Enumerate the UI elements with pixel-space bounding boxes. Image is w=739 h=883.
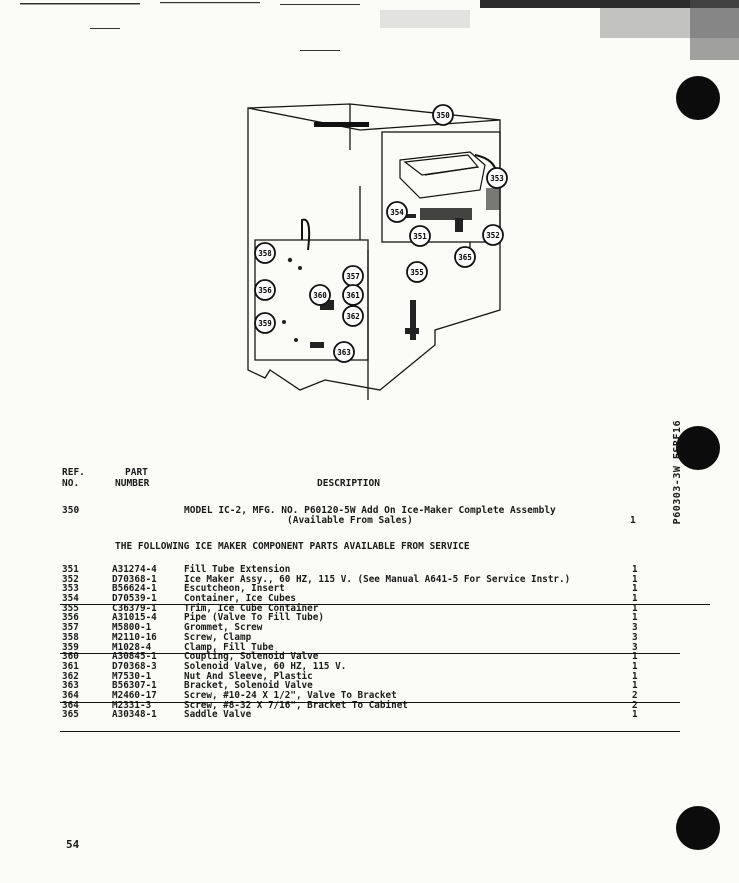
assembly-description-line1: MODEL IC-2, MFG. NO. P60120-5W Add On Ice-Maker Complete Assembly (184, 505, 556, 516)
ice-maker-exploded-diagram (210, 90, 530, 400)
quantity: 1 (632, 670, 638, 682)
ref-no: 361 (62, 660, 79, 672)
table-row (62, 633, 682, 643)
description: Coupling, Solenoid Valve (184, 651, 319, 663)
ref-no: 360 (62, 651, 79, 663)
quantity: 1 (632, 660, 638, 672)
quantity: 3 (632, 631, 638, 643)
quantity: 1 (632, 602, 638, 614)
assembly-ref: 350 (62, 505, 80, 516)
ref-no: 362 (62, 670, 79, 682)
description: Ice Maker Assy., 60 HZ, 115 V. (See Manual A641-5 For Service Instr.) (184, 573, 571, 585)
part-number: M2110-16 (112, 631, 157, 643)
table-rule-3 (60, 702, 680, 703)
part-number: D70368-3 (112, 660, 157, 672)
description: Screw, #10-24 X 1/2", Valve To Bracket (184, 689, 397, 701)
part-number: A31015-4 (112, 612, 157, 624)
callout-354 (387, 202, 407, 222)
callout-352 (483, 225, 503, 245)
page-number: 54 (66, 838, 80, 851)
ref-no: 356 (62, 612, 79, 624)
svg-text:362: 362 (346, 312, 360, 321)
ref-no: 364 (62, 689, 79, 701)
svg-text:360: 360 (313, 291, 327, 300)
callout-359 (255, 313, 275, 333)
callout-356 (255, 280, 275, 300)
assembly-description-line2: (Available From Sales) (287, 515, 413, 526)
svg-text:354: 354 (390, 208, 404, 217)
description: Trim, Ice Cube Container (184, 602, 319, 614)
svg-text:363: 363 (337, 348, 351, 357)
part-number: B56307-1 (112, 680, 157, 692)
svg-text:355: 355 (410, 268, 424, 277)
svg-text:353: 353 (490, 174, 504, 183)
part-number: C36379-1 (112, 602, 157, 614)
description: Screw, #8-32 X 7/16", Bracket To Cabinet (184, 699, 408, 711)
svg-text:352: 352 (486, 231, 500, 240)
ref-no: 363 (62, 680, 79, 692)
part-number: M2460-17 (112, 689, 157, 701)
quantity: 1 (632, 593, 638, 605)
description: Clamp, Fill Tube (184, 641, 274, 653)
callout-358 (255, 243, 275, 263)
quantity: 2 (632, 699, 638, 711)
quantity: 1 (632, 573, 638, 585)
punch-hole-bottom (676, 806, 720, 850)
part-number: A31274-4 (112, 564, 157, 575)
scan-noise-top (0, 0, 739, 70)
ref-no: 354 (62, 593, 79, 605)
description: Bracket, Solenoid Valve (184, 680, 313, 692)
callout-350 (433, 105, 453, 125)
callout-365 (455, 247, 475, 267)
svg-text:357: 357 (346, 272, 360, 281)
description: Screw, Clamp (184, 631, 252, 643)
table-row (62, 662, 682, 672)
quantity: 1 (632, 583, 638, 595)
description: Saddle Valve (184, 709, 252, 721)
callout-361 (343, 285, 363, 305)
ref-no: 353 (62, 583, 79, 595)
table-rule-2 (60, 653, 680, 654)
svg-text:350: 350 (436, 111, 450, 120)
svg-text:358: 358 (258, 249, 272, 258)
ref-no: 355 (62, 602, 79, 614)
ref-no: 359 (62, 641, 79, 653)
table-row (62, 613, 682, 623)
callout-362 (343, 306, 363, 326)
part-number: M1028-4 (112, 641, 152, 653)
quantity: 1 (632, 709, 638, 721)
svg-text:351: 351 (413, 232, 427, 241)
parts-table (62, 565, 682, 720)
ref-no: 352 (62, 573, 79, 585)
diagram-callouts (255, 105, 507, 362)
ref-no: 365 (62, 709, 79, 721)
quantity: 3 (632, 641, 638, 653)
part-number: M7530-1 (112, 670, 152, 682)
ref-no: 358 (62, 631, 79, 643)
callout-353 (487, 168, 507, 188)
part-number: A30845-1 (112, 651, 157, 663)
part-number: D70368-1 (112, 573, 157, 585)
part-number: M2331-3 (112, 699, 152, 711)
quantity: 1 (632, 680, 638, 692)
header-ref-no: REF. NO. (62, 467, 85, 489)
part-number: D70539-1 (112, 593, 157, 605)
description: Nut And Sleeve, Plastic (184, 670, 313, 682)
svg-text:356: 356 (258, 286, 272, 295)
table-row (62, 710, 682, 720)
description: Escutcheon, Insert (184, 583, 285, 595)
punch-hole-top (676, 76, 720, 120)
ref-no: 357 (62, 622, 79, 634)
callout-360 (310, 285, 330, 305)
table-rule-4 (60, 731, 680, 732)
part-number: M5800-1 (112, 622, 152, 634)
quantity: 1 (632, 651, 638, 663)
quantity: 2 (632, 689, 638, 701)
callout-351 (410, 226, 430, 246)
quantity: 3 (632, 622, 638, 634)
ref-no: 351 (62, 564, 79, 575)
svg-text:359: 359 (258, 319, 272, 328)
section-note: THE FOLLOWING ICE MAKER COMPONENT PARTS AVAILABLE FROM SERVICE (115, 541, 470, 552)
svg-text:361: 361 (346, 291, 360, 300)
callout-363 (334, 342, 354, 362)
assembly-qty: 1 (630, 515, 636, 526)
description: Pipe (Valve To Fill Tube) (184, 612, 324, 624)
description: Fill Tube Extension (184, 564, 291, 575)
ref-no: 364 (62, 699, 79, 711)
header-part-number: PART NUMBER (115, 467, 150, 489)
callout-355 (407, 262, 427, 282)
description: Solenoid Valve, 60 HZ, 115 V. (184, 660, 347, 672)
description: Container, Ice Cubes (184, 593, 296, 605)
part-number: A30348-1 (112, 709, 157, 721)
quantity: 1 (632, 612, 638, 624)
catalog-code: P60303-3W ESRF16 (672, 420, 683, 525)
quantity: 1 (632, 564, 638, 575)
table-rule-1 (60, 604, 710, 605)
svg-text:365: 365 (458, 253, 472, 262)
description: Grommet, Screw (184, 622, 263, 634)
part-number: B56624-1 (112, 583, 157, 595)
callout-357 (343, 266, 363, 286)
header-description: DESCRIPTION (317, 478, 380, 489)
